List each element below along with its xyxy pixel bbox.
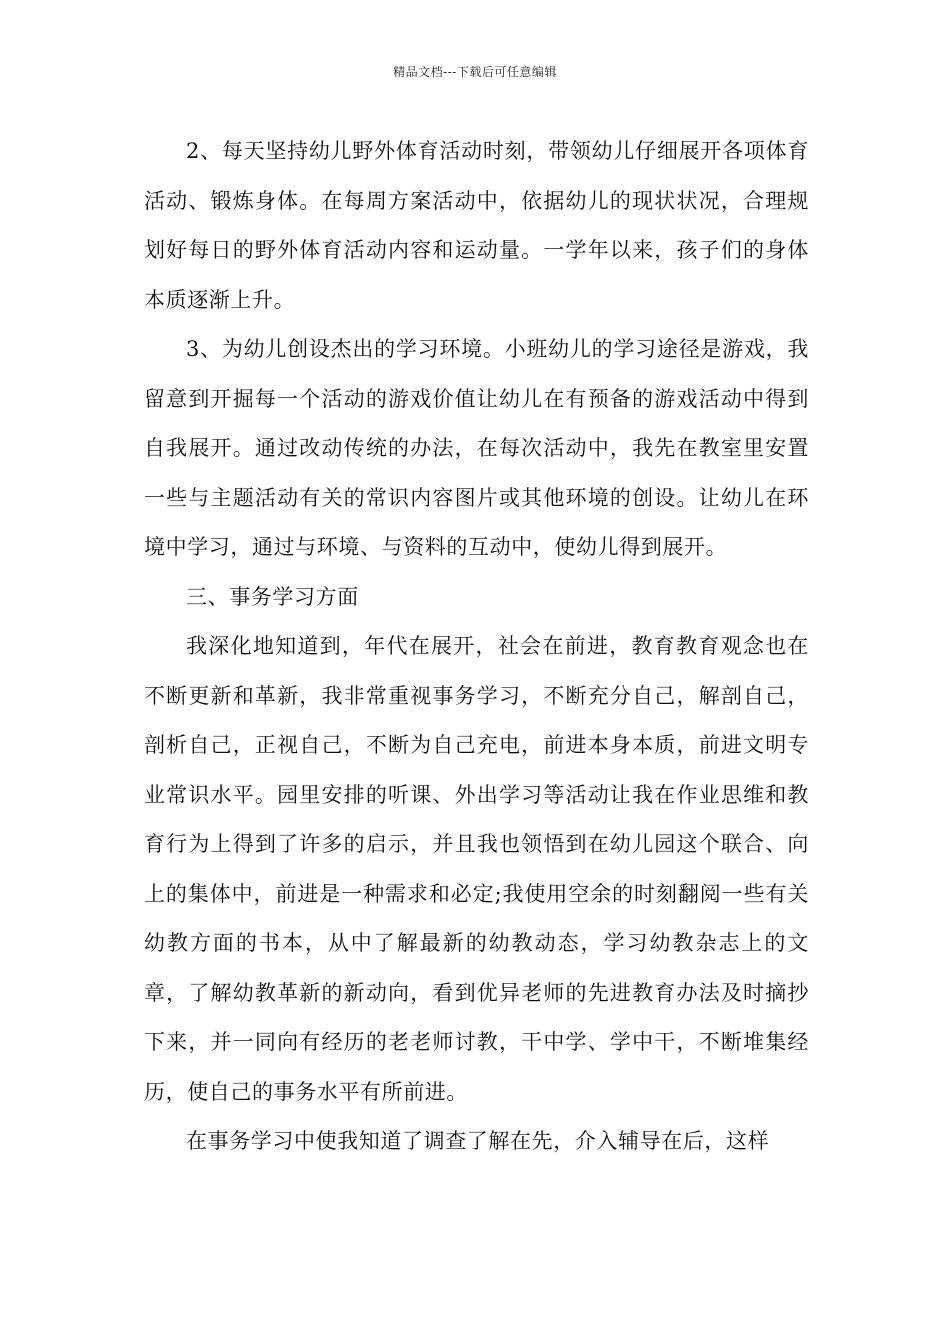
paragraph-learning-environment: 3、为幼儿创设杰出的学习环境。小班幼儿的学习途径是游戏，我留意到开掘每一个活动的游戏价值让幼儿在有预备的游戏活动中得到自我展开。通过改动传统的办法，在每次活动中，我先在教室里安置一些与主题活动有关的常识内容图片或其他环境的创设。让幼儿在环境中学习，通过与环境、与资料的互动中，使幼儿得到展开。 (144, 337, 809, 559)
page-header: 精品文档---下载后可任意编辑 (393, 65, 557, 79)
paragraph-study-insight: 在事务学习中使我知道了调查了解在先，介入辅导在后，这样 (186, 1129, 770, 1153)
paragraph-professional-study: 我深化地知道到，年代在展开，社会在前进，教育教育观念也在不断更新和革新，我非常重视事务学习，不断充分自己，解剖自己，剖析自己，正视自己，不断为自己充电，前进本身本质，前进文明专业常识水平。园里安排的听课、外出学习等活动让我在作业思维和教育行为上得到了许多的启示，并且我也领悟到在幼儿园这个联合、向上的集体中，前进是一种需求和必定;我使用空余的时刻翻阅一些有关幼教方面的书本，从中了解最新的幼教动态，学习幼教杂志上的文章，了解幼教革新的新动向，看到优异老师的先进教育办法及时摘抄下来，并一同向有经历的老老师讨教，干中学、学中干，不断堆集经历，使自己的事务水平有所前进。 (144, 634, 809, 1104)
section-heading-professional-study: 三、事务学习方面 (186, 584, 359, 609)
document-body (144, 127, 809, 1167)
paragraph-outdoor-sports: 2、每天坚持幼儿野外体育活动时刻，带领幼儿仔细展开各项体育活动、锻炼身体。在每周方案活动中，依据幼儿的现状状况，合理规划好每日的野外体育活动内容和运动量。一学年以来，孩子们的身体本质逐渐上升。 (144, 139, 809, 312)
